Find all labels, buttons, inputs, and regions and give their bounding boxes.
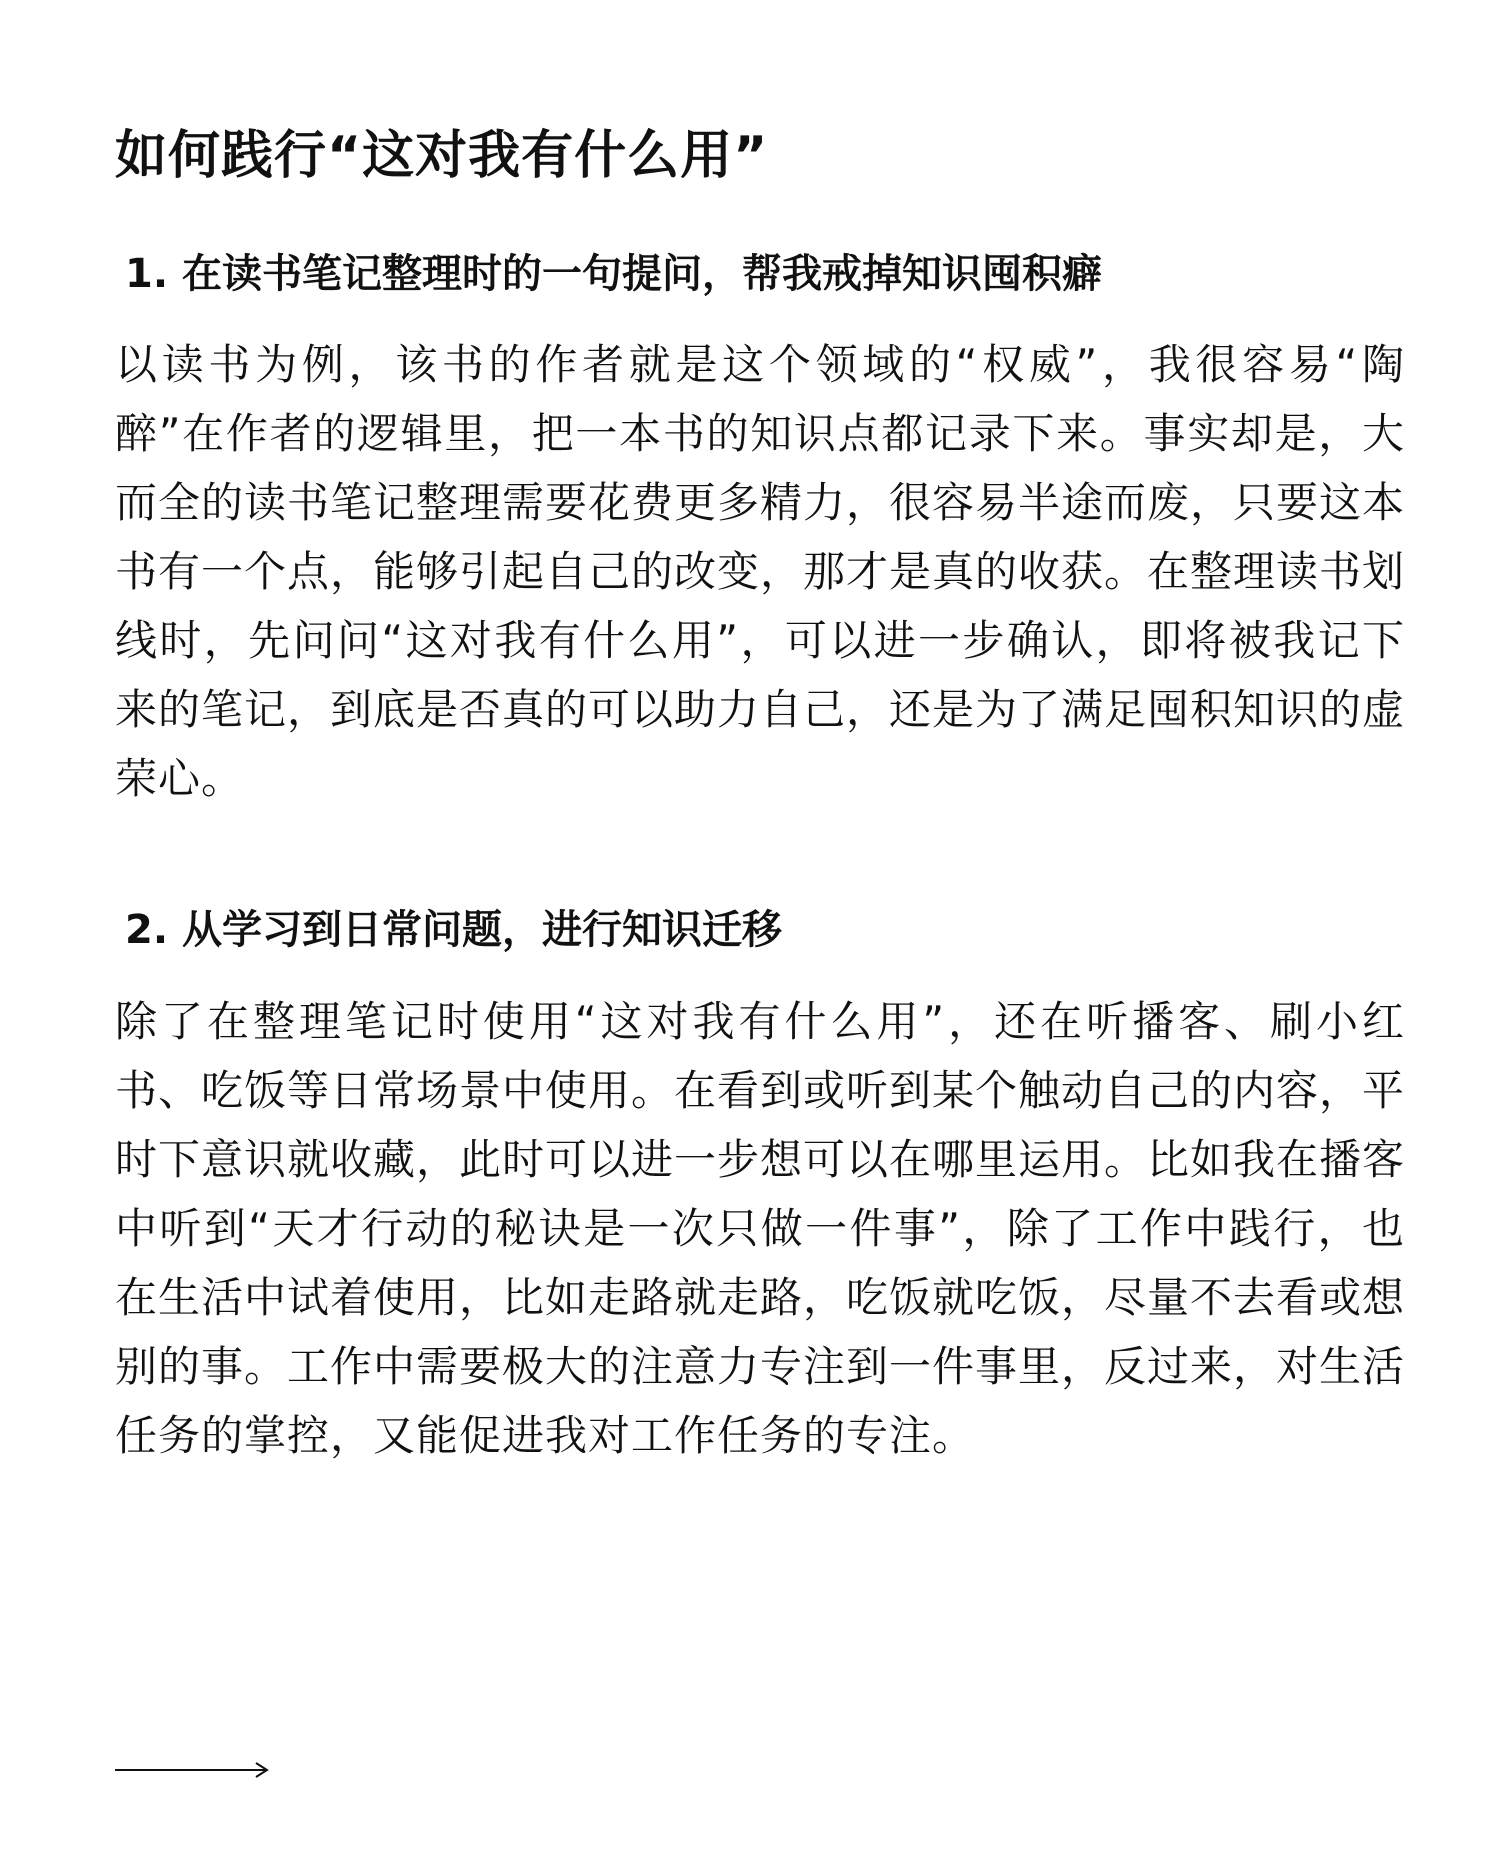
section-2-body: 除了在整理笔记时使用“这对我有什么用”，还在听播客、刷小红书、吃饭等日常场景中使用。在看到或听到某个触动自己的内容，平时下意识就收藏，此时可以进一步想可以在哪里运用。比如我在播客中听到“天才行动的秘诀是一次只做一件事”，除了工作中践行，也在生活中试着使用，比如走路就走路，吃饭就吃饭，尽量不去看或想别的事。工作中需要极大的注意力专注到一件事里，反过来，对生活任务的掌控，又能促进我对工作任务的专注。 <box>115 997 1406 1460</box>
section-2-heading: 2. 从学习到日常问题，进行知识迁移 <box>125 907 782 953</box>
section-1-body: 以读书为例，该书的作者就是这个领域的“权威”，我很容易“陶醉”在作者的逻辑里，把一本书的知识点都记录下来。事实却是，大而全的读书笔记整理需要花费更多精力，很容易半途而废，只要这本书有一个点，能够引起自己的改变，那才是真的收获。在整理读书划线时，先问问“这对我有什么用”，可以进一步确认，即将被我记下来的笔记，到底是否真的可以助力自己，还是为了满足囤积知识的虚荣心。 <box>115 340 1406 803</box>
page-title: 如何践行“这对我有什么用” <box>115 126 769 186</box>
section-1-heading: 1. 在读书笔记整理时的一句提问，帮我戒掉知识囤积癖 <box>125 251 1102 297</box>
arrow-right-icon[interactable] <box>115 1762 269 1778</box>
